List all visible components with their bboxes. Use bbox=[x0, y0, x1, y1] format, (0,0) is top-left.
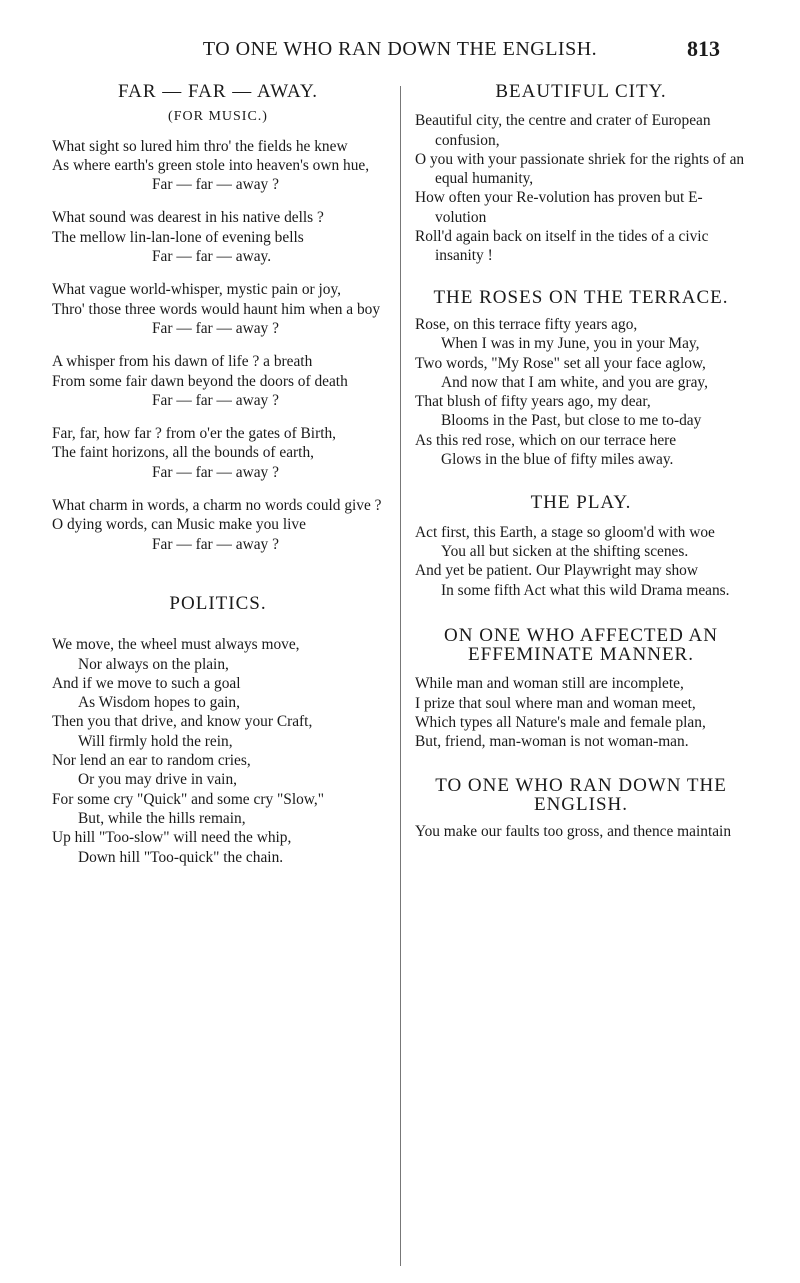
poem-line: You all but sicken at the shifting scenes. bbox=[441, 542, 689, 560]
poem-line: The faint horizons, all the bounds of earth, bbox=[52, 444, 314, 462]
poem-line: You make our faults too gross, and thence maintain bbox=[415, 823, 732, 841]
poem-line: The mellow lin-lan-lone of evening bells bbox=[52, 228, 304, 246]
left-column bbox=[52, 82, 384, 887]
poem-line: Two words, "My Rose" set all your face aglow, bbox=[415, 354, 706, 372]
poem-line: How often your Re-volution has proven but E-volution bbox=[415, 189, 703, 226]
poem-line: Nor always on the plain, bbox=[78, 655, 229, 673]
poem-line: Far — far — away ? bbox=[152, 319, 279, 337]
stanza bbox=[52, 208, 384, 266]
poem-line: Far — far — away ? bbox=[152, 176, 279, 194]
poem-body bbox=[52, 137, 384, 554]
poem-line: Will firmly hold the rein, bbox=[78, 732, 233, 750]
poem-body bbox=[415, 111, 747, 265]
poem-line: Down hill "Too-quick" the chain. bbox=[78, 848, 284, 866]
poem-body bbox=[415, 315, 747, 469]
poem-line: From some fair dawn beyond the doors of death bbox=[52, 372, 348, 390]
poem-line: O dying words, can Music make you live bbox=[52, 516, 306, 534]
stanza bbox=[52, 352, 384, 410]
poem-line: Then you that drive, and know your Craft, bbox=[52, 713, 313, 731]
poem-effeminate-manner bbox=[415, 626, 747, 752]
poem-ran-down-english bbox=[415, 776, 747, 842]
poem-line: Blooms in the Past, but close to me to-day bbox=[441, 412, 702, 430]
poem-line: Far — far — away ? bbox=[152, 463, 279, 481]
poem-line: Which types all Nature's male and female plan, bbox=[415, 714, 706, 732]
column-divider bbox=[400, 86, 401, 1266]
poem-line: When I was in my June, you in your May, bbox=[441, 335, 700, 353]
poem-title: THE PLAY. bbox=[530, 492, 632, 514]
page-number: 813 bbox=[687, 36, 720, 61]
right-column bbox=[415, 82, 747, 862]
poem-line: Nor lend an ear to random cries, bbox=[52, 752, 251, 770]
stanza bbox=[52, 496, 384, 554]
page-header bbox=[0, 0, 800, 60]
poem-line: Rose, on this terrace fifty years ago, bbox=[415, 315, 638, 333]
poem-line: In some fifth Act what this wild Drama means. bbox=[441, 581, 730, 599]
poem-line: Far — far — away. bbox=[152, 248, 272, 266]
poem-line: Roll'd again back on itself in the tides of a civic insanity ! bbox=[415, 228, 709, 265]
poem-subtitle: (FOR MUSIC.) bbox=[168, 109, 268, 125]
poem-line: For some cry "Quick" and some cry "Slow," bbox=[52, 790, 325, 808]
poem-line: Beautiful city, the centre and crater of European confusion, bbox=[415, 112, 711, 149]
poem-body bbox=[52, 635, 384, 867]
poem-line: Glows in the blue of fifty miles away. bbox=[441, 451, 674, 469]
poem-title: THE ROSES ON THE TERRACE. bbox=[433, 286, 729, 308]
poem-body bbox=[415, 523, 747, 600]
stanza bbox=[52, 137, 384, 195]
poem-line: Up hill "Too-slow" will need the whip, bbox=[52, 829, 292, 847]
poem-line: What sight so lured him thro' the fields he knew bbox=[52, 137, 348, 155]
running-title: TO ONE WHO RAN DOWN THE ENGLISH. bbox=[202, 38, 598, 60]
poem-line: What vague world-whisper, mystic pain or joy, bbox=[52, 281, 342, 299]
poem-title: POLITICS. bbox=[169, 592, 267, 614]
poem-title: TO ONE WHO RAN DOWN THE ENGLISH. bbox=[435, 774, 727, 815]
poem-body bbox=[415, 822, 747, 841]
poem-line: What sound was dearest in his native dells ? bbox=[52, 209, 324, 227]
poem-politics bbox=[52, 594, 384, 867]
poem-line: Thro' those three words would haunt him when a boy bbox=[52, 300, 381, 318]
stanza bbox=[52, 424, 384, 482]
poem-body bbox=[415, 674, 747, 751]
poem-far-far-away bbox=[52, 82, 384, 554]
poem-line: But, while the hills remain, bbox=[78, 809, 246, 827]
poem-line: A whisper from his dawn of life ? a breath bbox=[52, 353, 313, 371]
poem-the-play bbox=[415, 493, 747, 599]
poem-line: Act first, this Earth, a stage so gloom'd with woe bbox=[415, 523, 715, 541]
poem-line: Or you may drive in vain, bbox=[78, 771, 238, 789]
poem-line: And if we move to such a goal bbox=[52, 674, 241, 692]
poem-line: But, friend, man-woman is not woman-man. bbox=[415, 733, 689, 751]
poem-line: O you with your passionate shriek for the rights of an equal humanity, bbox=[415, 150, 745, 188]
poem-line: We move, the wheel must always move, bbox=[52, 636, 300, 654]
poem-line: As Wisdom hopes to gain, bbox=[78, 694, 240, 712]
poem-line: Far — far — away ? bbox=[152, 535, 279, 553]
poem-line: Far, far, how far ? from o'er the gates of Birth, bbox=[52, 425, 337, 443]
poem-roses-terrace bbox=[415, 288, 747, 470]
poem-line: Far — far — away ? bbox=[152, 391, 279, 409]
poem-beautiful-city bbox=[415, 82, 747, 266]
poem-line: That blush of fifty years ago, my dear, bbox=[415, 393, 651, 411]
poem-line: I prize that soul where man and woman meet, bbox=[415, 694, 696, 712]
poem-line: And yet be patient. Our Playwright may show bbox=[415, 562, 698, 580]
poem-title: ON ONE WHO AFFECTED AN EFFEMINATE MANNER. bbox=[444, 624, 718, 666]
poem-line: While man and woman still are incomplete, bbox=[415, 675, 684, 693]
poem-line: And now that I am white, and you are gray, bbox=[441, 373, 708, 391]
poem-line: As this red rose, which on our terrace here bbox=[415, 431, 677, 449]
poem-title: BEAUTIFUL CITY. bbox=[495, 81, 667, 102]
stanza bbox=[52, 280, 384, 338]
poem-line: As where earth's green stole into heaven's own hue, bbox=[52, 156, 370, 174]
poem-line: What charm in words, a charm no words could give ? bbox=[52, 497, 382, 515]
poem-title: FAR — FAR — AWAY. bbox=[117, 81, 319, 102]
